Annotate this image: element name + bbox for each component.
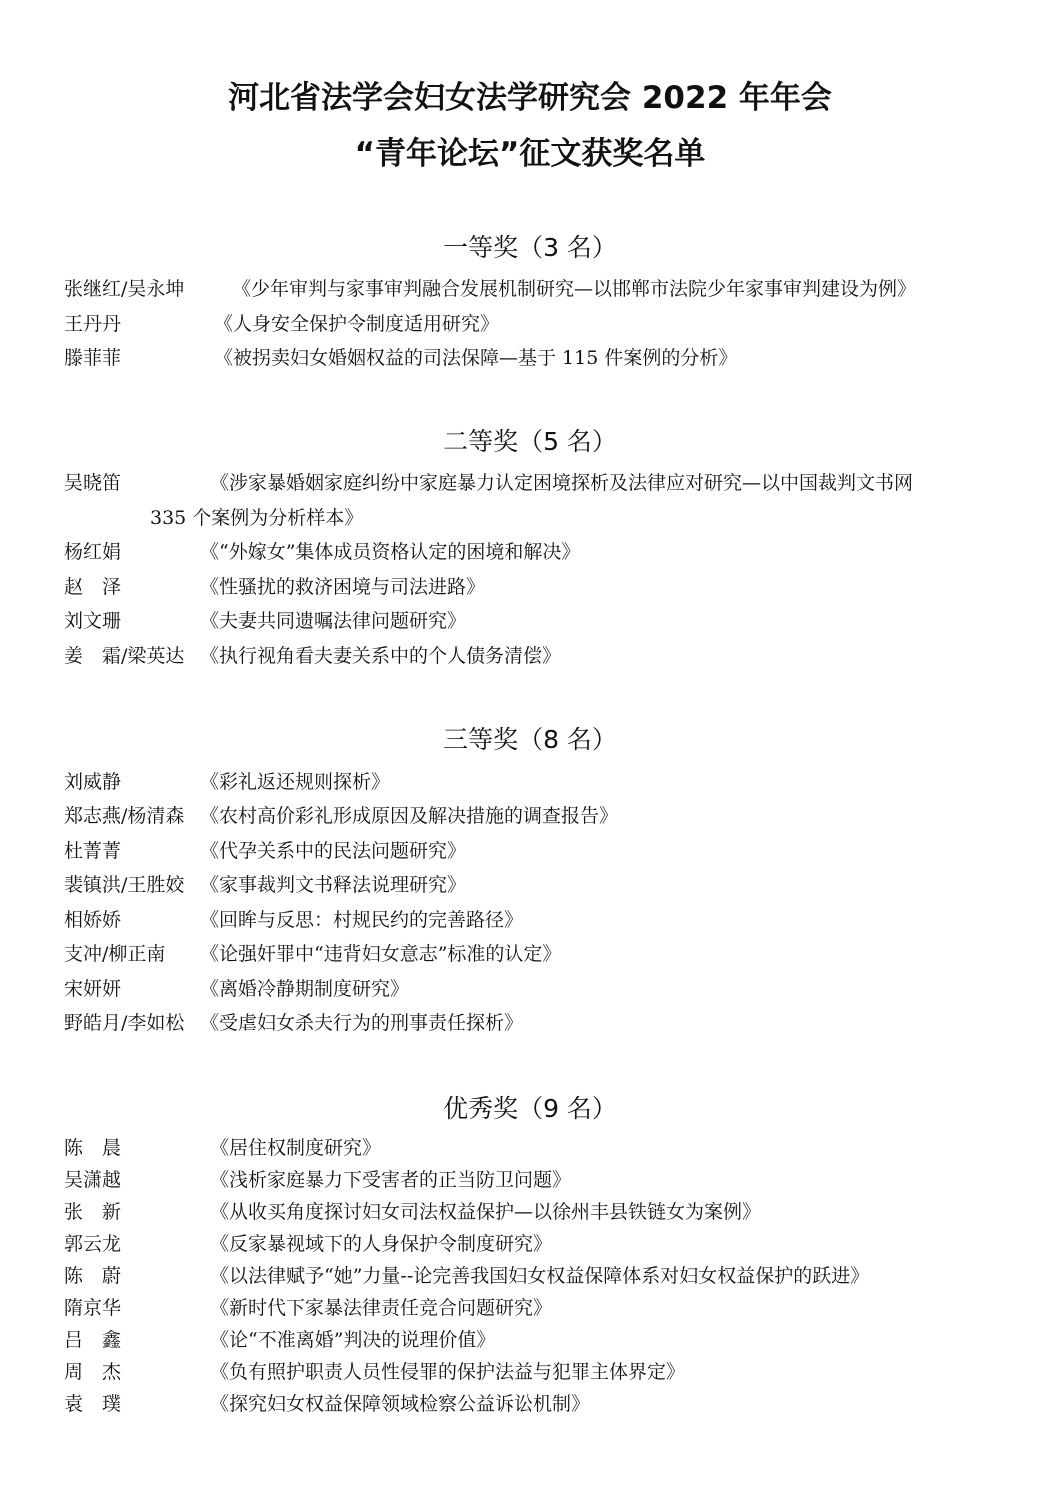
document-title-line-1: 河北省法学会妇女法学研究会 2022 年年会 (228, 80, 832, 116)
paper-title: 《负有照护职责人员性侵罪的保护法益与犯罪主体界定》 (210, 1361, 686, 1383)
paper-title: 《居住权制度研究》 (210, 1137, 382, 1159)
paper-title: 《探究妇女权益保障领域检察公益诉讼机制》 (210, 1393, 591, 1415)
paper-title: 《夫妻共同遗嘱法律问题研究》 (200, 610, 467, 632)
section-heading-third-prize: 三等奖（8 名） (443, 725, 617, 754)
author-name: 杜菁菁 (64, 840, 122, 862)
paper-title: 《彩礼返还规则探析》 (200, 771, 391, 793)
paper-title: 《反家暴视域下的人身保护令制度研究》 (210, 1233, 553, 1255)
paper-title: 《离婚冷静期制度研究》 (200, 978, 410, 1000)
author-name: 袁 璞 (64, 1393, 122, 1415)
paper-title: 《论强奸罪中“违背妇女意志”标准的认定》 (200, 943, 562, 965)
section-heading-second-prize: 二等奖（5 名） (443, 427, 617, 456)
paper-title: 《少年审判与家事审判融合发展机制研究—以邯郸市法院少年家事审判建设为例》 (232, 278, 917, 300)
author-name: 裴镇洪/王胜姣 (64, 874, 185, 896)
paper-title: 《新时代下家暴法律责任竞合问题研究》 (210, 1297, 553, 1319)
paper-title: 《涉家暴婚姻家庭纠纷中家庭暴力认定困境探析及法律应对研究—以中国裁判文书网 (210, 472, 914, 494)
author-name: 郑志燕/杨清森 (64, 805, 185, 827)
paper-title: 《以法律赋予“她”力量--论完善我国妇女权益保障体系对妇女权益保护的跃进》 (210, 1265, 870, 1287)
paper-title-continued: 335 个案例为分析样本》 (150, 506, 364, 529)
author-name: 支冲/柳正南 (64, 943, 166, 965)
author-name: 姜 霜/梁英达 (64, 645, 185, 667)
document-title-line-2: “青年论坛”征文获奖名单 (354, 136, 706, 172)
paper-title: 《从收买角度探讨妇女司法权益保护—以徐州丰县铁链女为案例》 (210, 1201, 762, 1223)
author-name: 陈 蔚 (64, 1265, 122, 1287)
paper-title: 《论“不准离婚”判决的说理价值》 (210, 1329, 496, 1351)
paper-title: 《家事裁判文书释法说理研究》 (200, 874, 467, 896)
author-name: 赵 泽 (64, 576, 122, 598)
author-name: 吕 鑫 (64, 1329, 122, 1351)
paper-title: 《执行视角看夫妻关系中的个人债务清偿》 (200, 645, 562, 667)
paper-title: 《被拐卖妇女婚姻权益的司法保障—基于 115 件案例的分析》 (214, 347, 738, 369)
author-name: 刘文珊 (64, 610, 122, 632)
author-name: 滕菲菲 (64, 347, 122, 369)
author-name: 张 新 (64, 1201, 122, 1223)
author-name: 张继红/吴永坤 (64, 278, 185, 300)
author-name: 宋妍妍 (64, 978, 122, 1000)
paper-title: 《人身安全保护令制度适用研究》 (214, 313, 500, 335)
paper-title: 《“外嫁女”集体成员资格认定的困境和解决》 (200, 541, 581, 563)
author-name: 相娇娇 (64, 909, 122, 931)
author-name: 吴潇越 (64, 1169, 122, 1191)
section-heading-excellence-award: 优秀奖（9 名） (443, 1094, 617, 1123)
paper-title: 《农村高价彩礼形成原因及解决措施的调查报告》 (200, 805, 619, 827)
section-heading-first-prize: 一等奖（3 名） (443, 233, 617, 262)
author-name: 刘威静 (64, 771, 122, 793)
author-name: 郭云龙 (64, 1233, 122, 1255)
author-name: 杨红娟 (64, 541, 122, 563)
author-name: 野皓月/李如松 (64, 1012, 185, 1034)
author-name: 陈 晨 (64, 1137, 122, 1159)
paper-title: 《浅析家庭暴力下受害者的正当防卫问题》 (210, 1169, 572, 1191)
paper-title: 《受虐妇女杀夫行为的刑事责任探析》 (200, 1012, 524, 1034)
paper-title: 《代孕关系中的民法问题研究》 (200, 840, 467, 862)
author-name: 王丹丹 (64, 313, 122, 335)
author-name: 吴晓笛 (64, 472, 122, 494)
author-name: 隋京华 (64, 1297, 122, 1319)
paper-title: 《回眸与反思：村规民约的完善路径》 (200, 909, 524, 931)
author-name: 周 杰 (64, 1361, 122, 1383)
paper-title: 《性骚扰的救济困境与司法进路》 (200, 576, 486, 598)
